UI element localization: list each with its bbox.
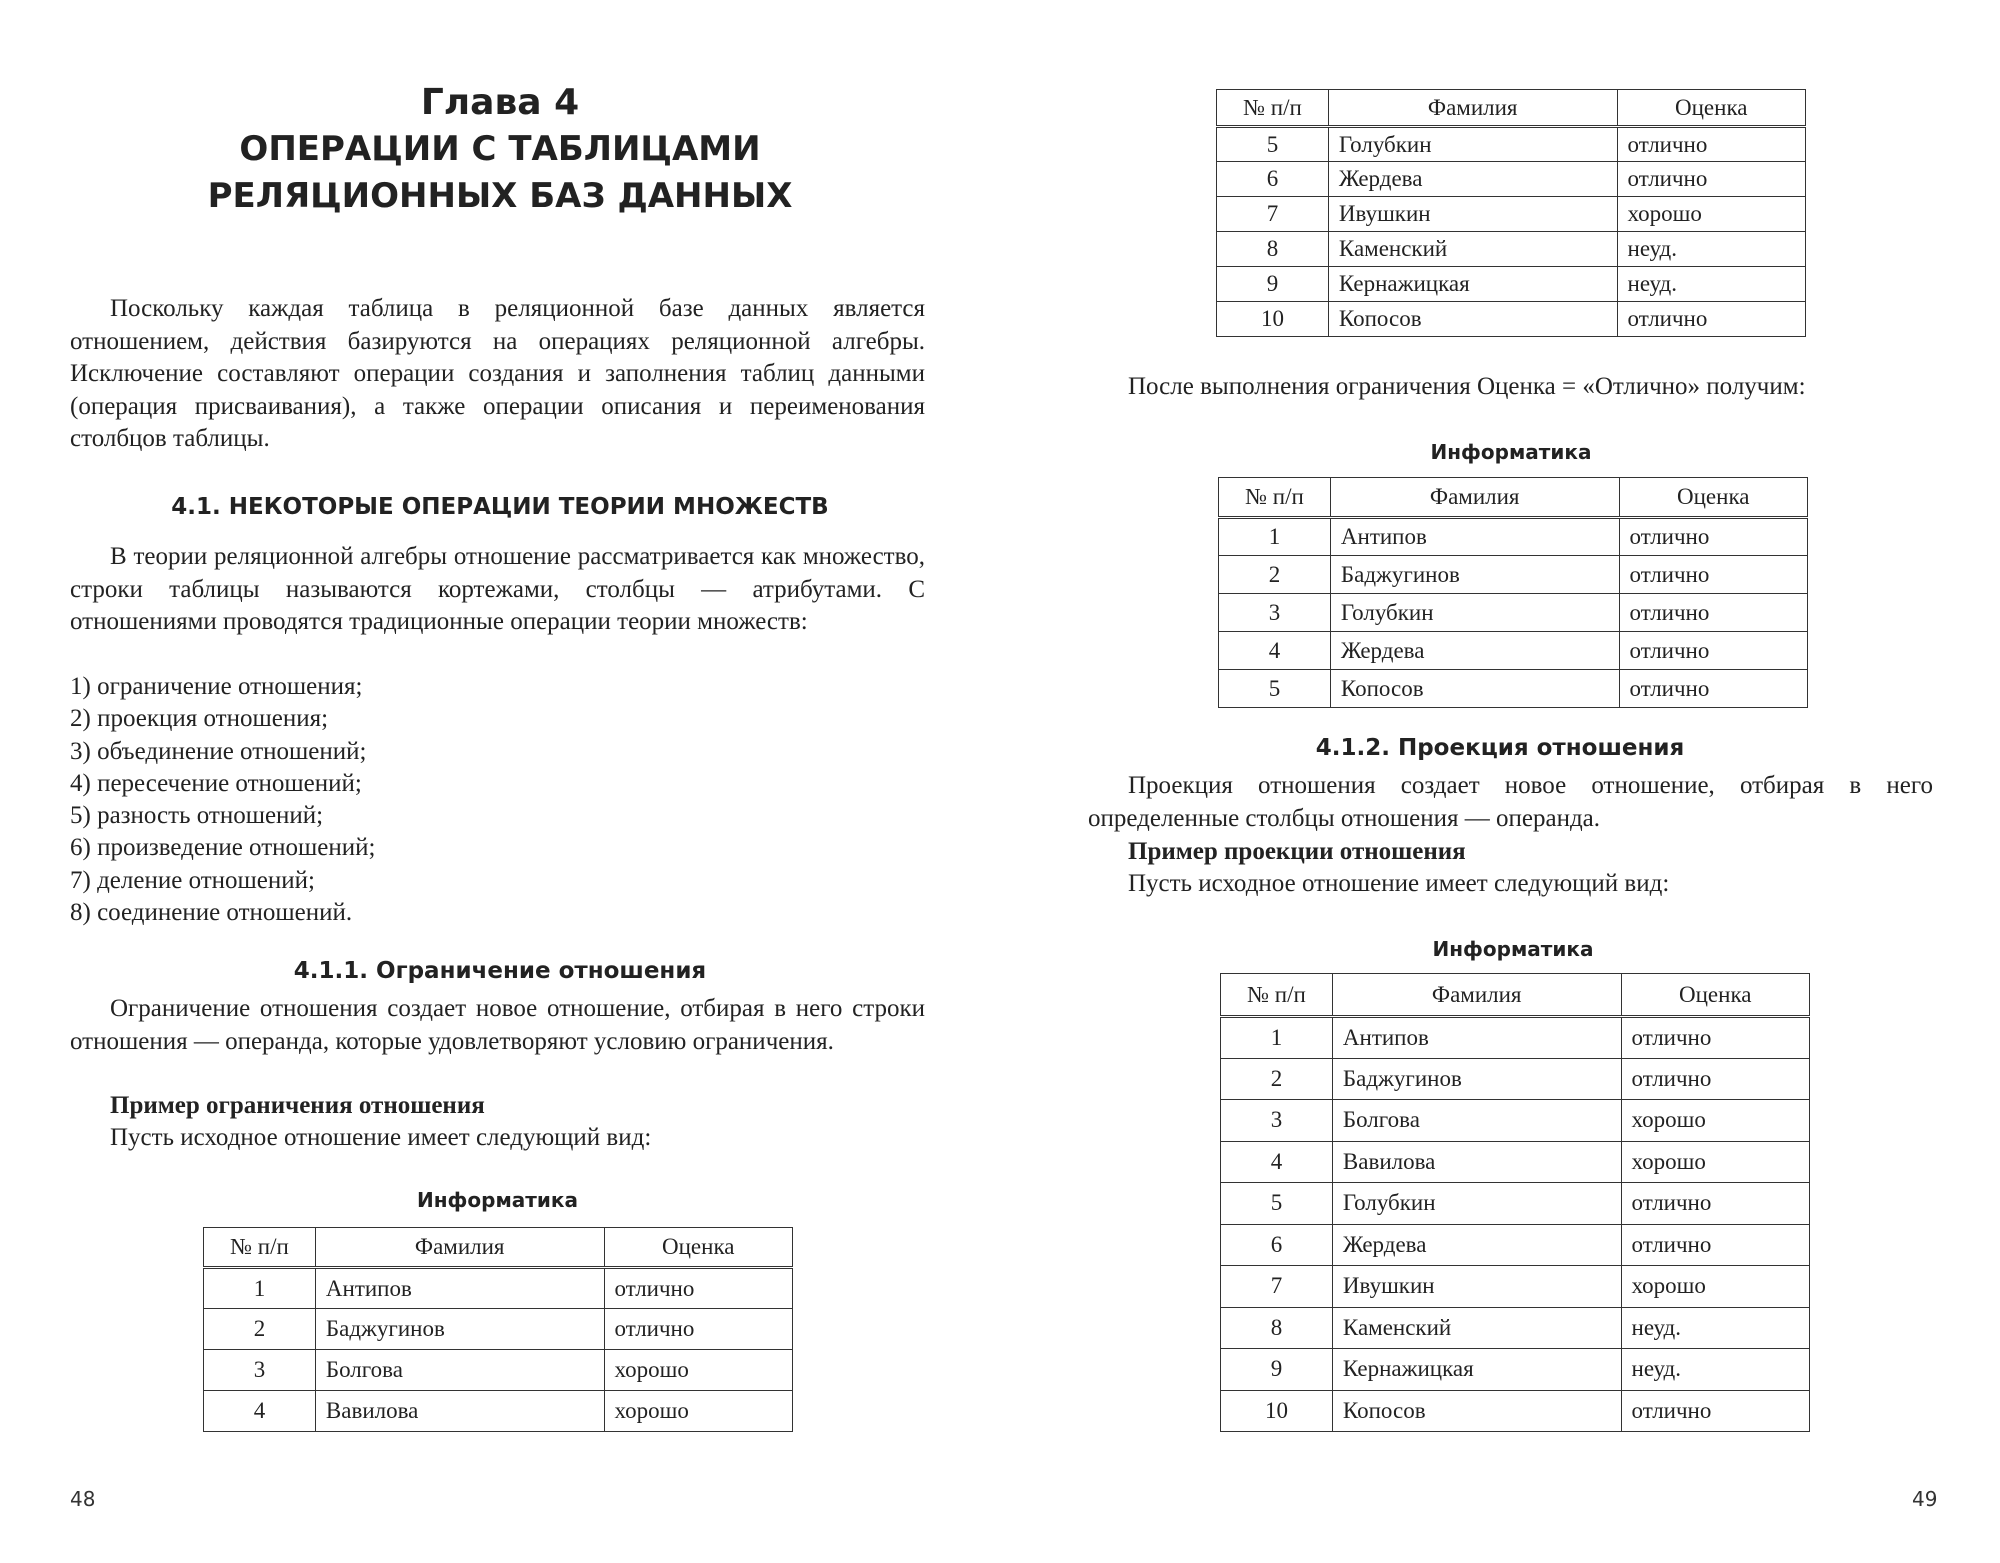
projection-example-heading: Пример проекции отношения bbox=[1128, 838, 1466, 865]
row-number-cell: 10 bbox=[1221, 1390, 1333, 1432]
table-row bbox=[204, 1309, 793, 1350]
surname-cell: Кернажицкая bbox=[1328, 267, 1617, 302]
column-header: № п/п bbox=[1221, 974, 1333, 1017]
grade-cell: неуд. bbox=[1617, 267, 1805, 302]
table-caption: Информатика bbox=[417, 1188, 578, 1212]
grade-cell: отлично bbox=[1621, 1017, 1809, 1059]
table-row bbox=[204, 1391, 793, 1432]
row-number-cell: 8 bbox=[1221, 1307, 1333, 1349]
table-row bbox=[204, 1268, 793, 1309]
table-header-row bbox=[1221, 974, 1810, 1017]
surname-cell: Баджугинов bbox=[315, 1309, 604, 1350]
row-number-cell: 7 bbox=[1217, 197, 1329, 232]
row-number-cell: 1 bbox=[1221, 1017, 1333, 1059]
continued-grades-table bbox=[1216, 89, 1806, 337]
table-row bbox=[1219, 556, 1808, 594]
grade-cell: хорошо bbox=[1621, 1100, 1809, 1142]
table-row bbox=[1219, 518, 1808, 556]
operations-list-item: 1) ограничение отношения; bbox=[70, 673, 363, 700]
table-row bbox=[1221, 1266, 1810, 1308]
result-grades-table bbox=[1218, 477, 1808, 708]
row-number-cell: 3 bbox=[204, 1350, 316, 1391]
grade-cell: неуд. bbox=[1621, 1349, 1809, 1391]
chapter-title bbox=[70, 126, 930, 220]
row-number-cell: 10 bbox=[1217, 302, 1329, 337]
surname-cell: Голубкин bbox=[1332, 1183, 1621, 1225]
table-row bbox=[1217, 197, 1806, 232]
table-row bbox=[1221, 1017, 1810, 1059]
row-number-cell: 5 bbox=[1221, 1183, 1333, 1225]
table-row bbox=[1221, 1349, 1810, 1391]
operations-list-item: 6) произведение отношений; bbox=[70, 834, 376, 862]
grade-cell: отлично bbox=[1621, 1390, 1809, 1432]
subsection-4-1-1-title: 4.1.1. Ограничение отношения bbox=[293, 958, 707, 984]
subsection-4-1-2-paragraph: Проекция отношения создает новое отношение, отбирая в него определенные столбцы отношения — операнда. bbox=[1088, 772, 1933, 832]
grade-cell: хорошо bbox=[1617, 197, 1805, 232]
grade-cell: хорошо bbox=[604, 1391, 792, 1432]
surname-cell: Каменский bbox=[1332, 1307, 1621, 1349]
surname-cell: Антипов bbox=[1330, 518, 1619, 556]
grade-cell: отлично bbox=[1619, 518, 1807, 556]
grade-cell: отлично bbox=[1617, 162, 1805, 197]
table-row bbox=[1221, 1100, 1810, 1142]
chapter-number: Глава 4 bbox=[420, 82, 580, 123]
column-header: Фамилия bbox=[1330, 478, 1619, 518]
row-number-cell: 1 bbox=[1219, 518, 1331, 556]
surname-cell: Баджугинов bbox=[1330, 556, 1619, 594]
row-number-cell: 4 bbox=[204, 1391, 316, 1432]
row-number-cell: 2 bbox=[1219, 556, 1331, 594]
operations-list-item: 7) деление отношений; bbox=[70, 866, 315, 894]
surname-cell: Жердева bbox=[1332, 1224, 1621, 1266]
column-header: Фамилия bbox=[1332, 974, 1621, 1017]
column-header: Оценка bbox=[1619, 478, 1807, 518]
operations-list bbox=[70, 671, 375, 929]
grade-cell: отлично bbox=[604, 1309, 792, 1350]
table-row bbox=[1221, 1307, 1810, 1349]
surname-cell: Копосов bbox=[1332, 1390, 1621, 1432]
surname-cell: Жердева bbox=[1330, 632, 1619, 670]
row-number-cell: 6 bbox=[1217, 162, 1329, 197]
grade-cell: отлично bbox=[1619, 594, 1807, 632]
row-number-cell: 5 bbox=[1217, 127, 1329, 162]
table-row bbox=[1221, 1224, 1810, 1266]
grade-cell: хорошо bbox=[604, 1350, 792, 1391]
operations-list-item: 4) пересечение отношений; bbox=[70, 769, 362, 797]
grades-table bbox=[203, 1227, 793, 1432]
operations-list-item: 2) проекция отношения; bbox=[70, 705, 329, 733]
table-row bbox=[1217, 127, 1806, 162]
table-row bbox=[1217, 302, 1806, 337]
operations-list-item: 8) соединение отношений. bbox=[70, 899, 353, 927]
table-row bbox=[1221, 1183, 1810, 1225]
row-number-cell: 3 bbox=[1219, 594, 1331, 632]
table-row bbox=[1219, 670, 1808, 708]
surname-cell: Ивушкин bbox=[1328, 197, 1617, 232]
chapter-title-line-2: РЕЛЯЦИОННЫХ БАЗ ДАННЫХ bbox=[207, 176, 793, 216]
table-row bbox=[1219, 632, 1808, 670]
column-header: Оценка bbox=[1621, 974, 1809, 1017]
row-number-cell: 5 bbox=[1219, 670, 1331, 708]
grade-cell: отлично bbox=[1621, 1183, 1809, 1225]
surname-cell: Ивушкин bbox=[1332, 1266, 1621, 1308]
table-row bbox=[1217, 267, 1806, 302]
column-header: Фамилия bbox=[315, 1228, 604, 1268]
row-number-cell: 4 bbox=[1221, 1141, 1333, 1183]
surname-cell: Копосов bbox=[1328, 302, 1617, 337]
right-page bbox=[1000, 0, 2000, 1563]
table-row bbox=[1217, 232, 1806, 267]
grade-cell: неуд. bbox=[1621, 1307, 1809, 1349]
surname-cell: Каменский bbox=[1328, 232, 1617, 267]
row-number-cell: 3 bbox=[1221, 1100, 1333, 1142]
chapter-title-line-1: ОПЕРАЦИИ С ТАБЛИЦАМИ bbox=[239, 129, 761, 169]
surname-cell: Антипов bbox=[315, 1268, 604, 1309]
page-number-right: 49 bbox=[1912, 1487, 1938, 1511]
table-header-row bbox=[1219, 478, 1808, 518]
grade-cell: хорошо bbox=[1621, 1266, 1809, 1308]
column-header: № п/п bbox=[204, 1228, 316, 1268]
table-row bbox=[1217, 162, 1806, 197]
subsection-4-1-1-paragraph: Ограничение отношения создает новое отношение, отбирая в него строки отношения — операнда, которые удовлетворяют условию ограничения. bbox=[70, 995, 925, 1055]
table-row bbox=[204, 1350, 793, 1391]
projection-example-intro: Пусть исходное отношение имеет следующий вид: bbox=[1128, 870, 1670, 897]
column-header: Оценка bbox=[1617, 90, 1805, 127]
intro-paragraph: Поскольку каждая таблица в реляционной базе данных является отношением, действия базируются на операциях реляционной алгебры. Исключение составляют операции создания и заполнения таблиц данными (операция присваивания), а также операции описания и переименования столбцов таблицы. bbox=[70, 295, 925, 452]
table-row bbox=[1221, 1141, 1810, 1183]
grade-cell: отлично bbox=[1619, 670, 1807, 708]
after-restriction-text: После выполнения ограничения Оценка = «Отлично» получим: bbox=[1128, 373, 1806, 400]
surname-cell: Голубкин bbox=[1330, 594, 1619, 632]
operations-list-item: 3) объединение отношений; bbox=[70, 737, 367, 765]
column-header: Фамилия bbox=[1328, 90, 1617, 127]
surname-cell: Антипов bbox=[1332, 1017, 1621, 1059]
grade-cell: отлично bbox=[1617, 127, 1805, 162]
surname-cell: Копосов bbox=[1330, 670, 1619, 708]
column-header: № п/п bbox=[1217, 90, 1329, 127]
table-row bbox=[1221, 1058, 1810, 1100]
grade-cell: хорошо bbox=[1621, 1141, 1809, 1183]
row-number-cell: 8 bbox=[1217, 232, 1329, 267]
surname-cell: Вавилова bbox=[1332, 1141, 1621, 1183]
grade-cell: отлично bbox=[1617, 302, 1805, 337]
surname-cell: Баджугинов bbox=[1332, 1058, 1621, 1100]
column-header: Оценка bbox=[604, 1228, 792, 1268]
example-intro: Пусть исходное отношение имеет следующий вид: bbox=[110, 1124, 652, 1151]
row-number-cell: 1 bbox=[204, 1268, 316, 1309]
row-number-cell: 7 bbox=[1221, 1266, 1333, 1308]
section-4-1-title: 4.1. НЕКОТОРЫЕ ОПЕРАЦИИ ТЕОРИИ МНОЖЕСТВ bbox=[171, 494, 829, 520]
surname-cell: Голубкин bbox=[1328, 127, 1617, 162]
section-4-1-paragraph: В теории реляционной алгебры отношение рассматривается как множество, строки таблицы называются кортежами, столбцы — атрибутами. С отношениями проводятся традиционные операции теории множеств: bbox=[70, 543, 925, 635]
row-number-cell: 9 bbox=[1221, 1349, 1333, 1391]
surname-cell: Жердева bbox=[1328, 162, 1617, 197]
example-heading: Пример ограничения отношения bbox=[110, 1092, 485, 1119]
grade-cell: отлично bbox=[1621, 1224, 1809, 1266]
full-grades-table bbox=[1220, 973, 1810, 1432]
table-header-row bbox=[204, 1228, 793, 1268]
table-header-row bbox=[1217, 90, 1806, 127]
grade-cell: отлично bbox=[1621, 1058, 1809, 1100]
row-number-cell: 2 bbox=[204, 1309, 316, 1350]
table-row bbox=[1221, 1390, 1810, 1432]
row-number-cell: 4 bbox=[1219, 632, 1331, 670]
row-number-cell: 6 bbox=[1221, 1224, 1333, 1266]
full-table-caption: Информатика bbox=[1432, 937, 1594, 961]
surname-cell: Кернажицкая bbox=[1332, 1349, 1621, 1391]
surname-cell: Болгова bbox=[315, 1350, 604, 1391]
table-row bbox=[1219, 594, 1808, 632]
grade-cell: неуд. bbox=[1617, 232, 1805, 267]
operations-list-item: 5) разность отношений; bbox=[70, 802, 324, 830]
page-number: 48 bbox=[70, 1487, 96, 1511]
column-header: № п/п bbox=[1219, 478, 1331, 518]
grade-cell: отлично bbox=[1619, 556, 1807, 594]
grade-cell: отлично bbox=[1619, 632, 1807, 670]
row-number-cell: 9 bbox=[1217, 267, 1329, 302]
surname-cell: Болгова bbox=[1332, 1100, 1621, 1142]
subsection-4-1-2-title: 4.1.2. Проекция отношения bbox=[1315, 735, 1685, 761]
surname-cell: Вавилова bbox=[315, 1391, 604, 1432]
grade-cell: отлично bbox=[604, 1268, 792, 1309]
result-table-caption: Информатика bbox=[1430, 440, 1592, 464]
row-number-cell: 2 bbox=[1221, 1058, 1333, 1100]
